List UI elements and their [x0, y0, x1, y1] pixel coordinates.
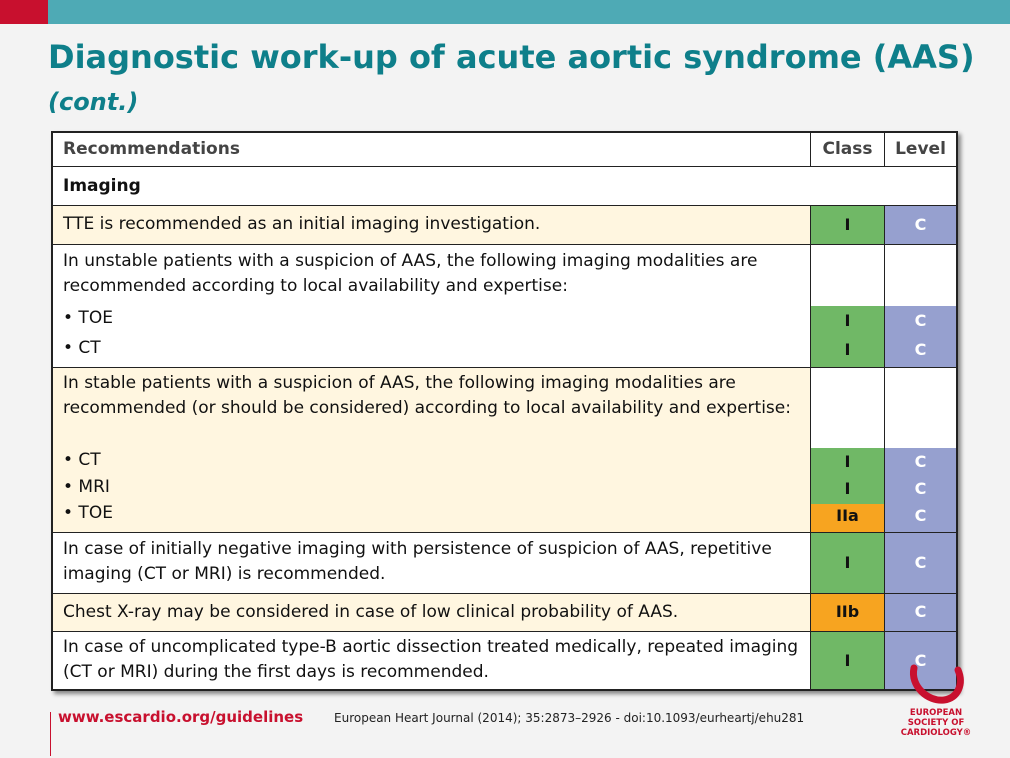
level-value: C — [914, 602, 927, 621]
level-value: C — [914, 215, 927, 234]
row-text: In case of uncomplicated type-B aortic dissection treated medically, repeated imaging (CT or MRI) during the first days is recommended. — [63, 637, 799, 682]
table-row — [53, 632, 956, 689]
level-cell — [884, 245, 956, 367]
table-row — [53, 594, 956, 632]
slide-title-main: Diagnostic work-up of acute aortic syndrome (AAS) — [48, 38, 975, 76]
header-class: Class — [810, 133, 884, 166]
header-recommendations: Recommendations — [63, 139, 240, 159]
class-cell — [810, 206, 884, 244]
class-value: I — [844, 452, 851, 471]
class-value: IIa — [836, 506, 859, 525]
level-value: C — [914, 340, 927, 359]
esc-logo-line: CARDIOLOGY® — [900, 728, 972, 738]
esc-heart-icon — [900, 660, 972, 708]
esc-logo — [900, 660, 972, 750]
class-value: I — [844, 479, 851, 498]
table-row — [53, 206, 956, 245]
class-value: I — [844, 553, 851, 572]
footer-divider — [50, 712, 51, 756]
section-row — [53, 167, 956, 206]
row-text: In case of initially negative imaging with persistence of suspicion of AAS, repetitive imaging (CT or MRI) is recommended. — [63, 539, 772, 584]
class-cell — [810, 533, 884, 593]
row-text: TTE is recommended as an initial imaging investigation. — [63, 214, 541, 234]
level-value: C — [914, 553, 927, 572]
class-value: I — [844, 651, 851, 670]
bullet-item: • CT — [63, 450, 101, 470]
top-banner — [0, 0, 1010, 24]
bullet-item: • TOE — [63, 308, 113, 328]
class-value: I — [844, 311, 851, 330]
header-level: Level — [884, 133, 956, 166]
esc-logo-text — [900, 708, 972, 738]
table-header-row — [53, 133, 956, 167]
bullet-item: • CT — [63, 338, 101, 358]
recommendations-table — [51, 131, 958, 691]
level-value: C — [914, 651, 927, 670]
top-banner-accent — [0, 0, 48, 24]
class-cell — [810, 245, 884, 367]
class-value: I — [844, 340, 851, 359]
class-cell — [810, 632, 884, 689]
table-row — [53, 245, 956, 368]
class-cell — [810, 594, 884, 631]
level-cell — [884, 533, 956, 593]
slide-title — [48, 36, 978, 123]
esc-logo-line: SOCIETY OF — [907, 718, 965, 728]
class-cell — [810, 368, 884, 532]
class-value: IIb — [835, 602, 860, 621]
section-title: Imaging — [63, 176, 141, 196]
esc-logo-line: EUROPEAN — [909, 708, 963, 718]
class-value: I — [844, 215, 851, 234]
table-row — [53, 533, 956, 594]
level-cell — [884, 206, 956, 244]
row-text: In stable patients with a suspicion of AAS, the following imaging modalities are recommended (or should be considered) according to local availability and expertise: — [63, 373, 791, 418]
level-cell — [884, 594, 956, 631]
bullet-item: • MRI — [63, 477, 110, 497]
table-row — [53, 368, 956, 533]
level-value: C — [914, 479, 927, 498]
level-value: C — [914, 452, 927, 471]
level-cell — [884, 368, 956, 532]
guidelines-link[interactable]: www.escardio.org/guidelines — [58, 708, 304, 726]
bullet-item: • TOE — [63, 503, 113, 523]
level-value: C — [914, 311, 927, 330]
slide-title-cont: (cont.) — [48, 88, 139, 116]
journal-reference: European Heart Journal (2014); 35:2873–2926 - doi:10.1093/eurheartj/ehu281 — [334, 711, 805, 725]
row-text: In unstable patients with a suspicion of AAS, the following imaging modalities are recommended according to local availability and expertise: — [63, 251, 758, 296]
row-text: Chest X-ray may be considered in case of low clinical probability of AAS. — [63, 602, 679, 622]
level-value: C — [914, 506, 927, 525]
